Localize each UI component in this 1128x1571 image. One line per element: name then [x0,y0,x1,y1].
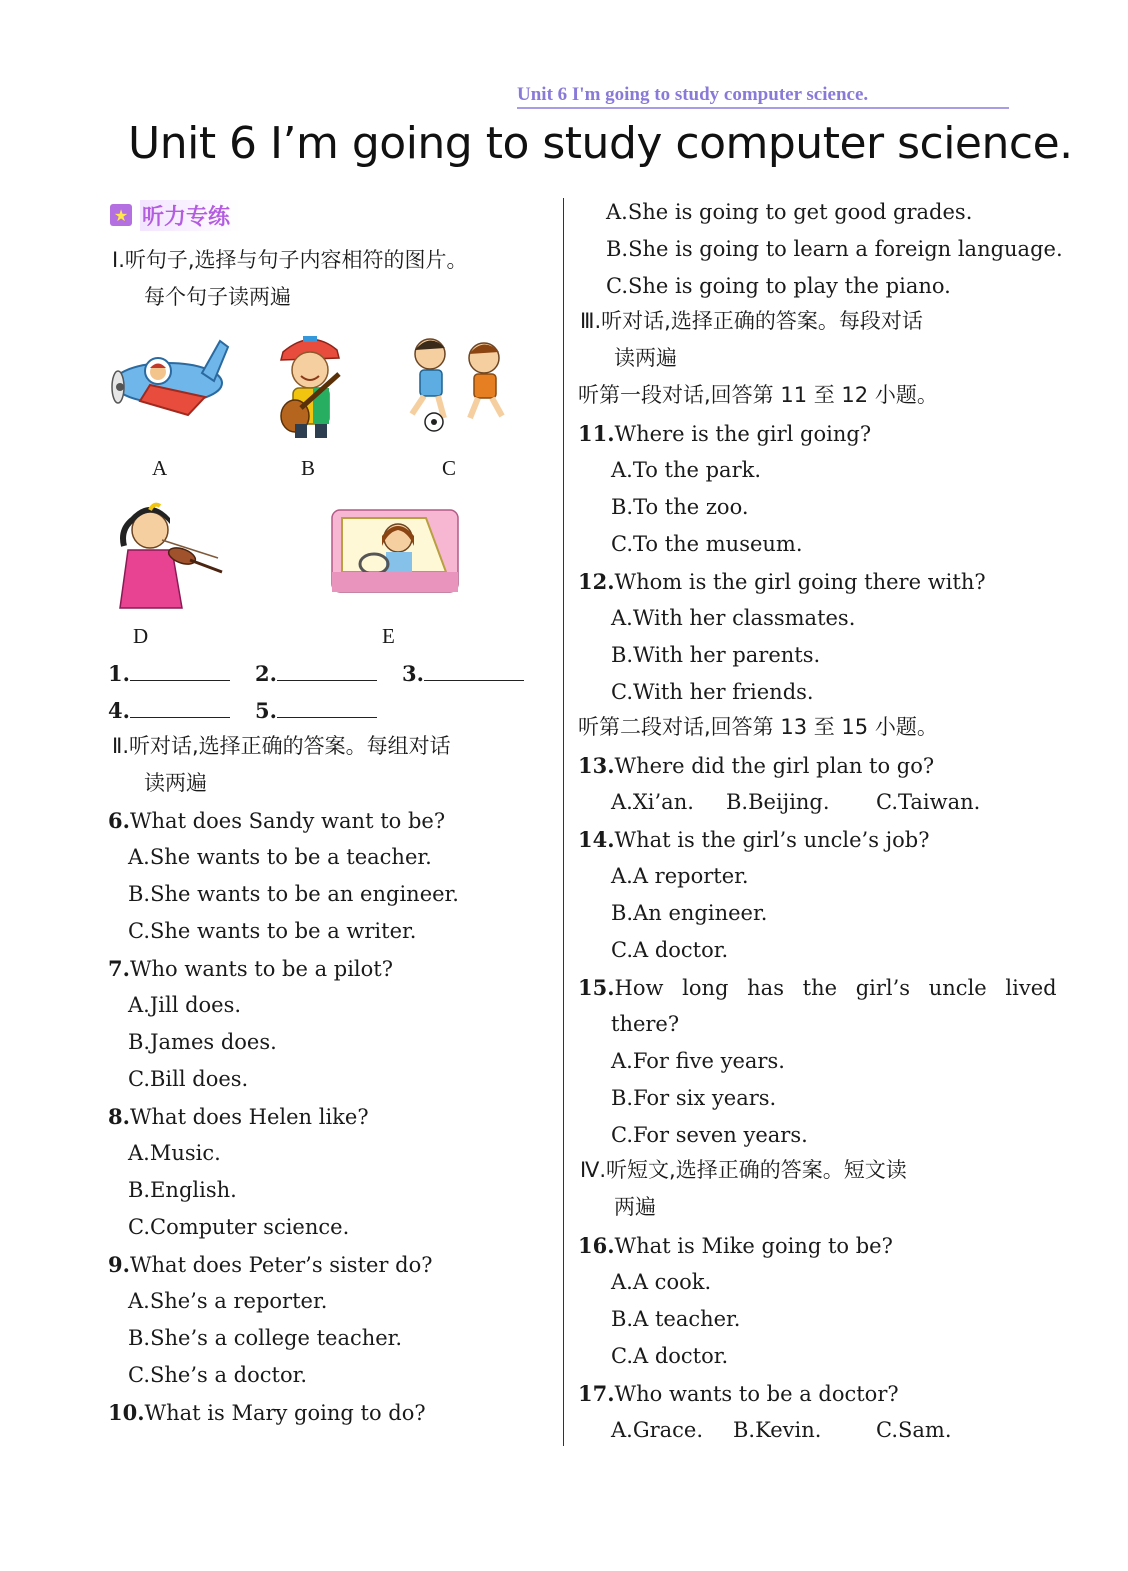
question-10 [108,1402,426,1424]
question-text: Whom is the girl going there with? [614,570,986,594]
blank-line [130,662,230,681]
option[interactable]: A.Grace. [611,1418,704,1442]
girl-violin-picture [110,500,225,612]
section-3-title: Ⅲ.听对话,选择正确的答案。每段对话 [580,309,923,333]
question-9 [108,1254,433,1276]
option[interactable]: A.To the park. [611,458,762,482]
option[interactable]: B.Beijing. [726,790,830,814]
page-title: Unit 6 I’m going to study computer science. [128,118,1073,169]
woman-driving-picture [330,502,460,600]
question-number: 6. [108,808,130,833]
option[interactable]: A.Xi’an. [611,790,694,814]
question-text: What is the girl’s uncle’s job? [614,828,930,852]
section-4-title: Ⅳ.听短文,选择正确的答案。短文读 [580,1158,907,1182]
option[interactable]: A.A cook. [611,1270,712,1294]
question-16 [578,1235,893,1257]
option[interactable]: C.A doctor. [611,938,729,962]
blank-number: 2. [255,661,277,686]
picture-label-b: B [301,456,316,480]
option[interactable]: B.English. [128,1178,237,1202]
option[interactable]: B.She’s a college teacher. [128,1326,403,1350]
question-text: What does Helen like? [129,1105,369,1129]
question-number: 14. [578,827,615,852]
option[interactable]: A.A reporter. [611,864,749,888]
option[interactable]: C.She wants to be a writer. [128,919,417,943]
answer-blank-4[interactable] [108,699,230,722]
blank-number: 5. [255,698,277,723]
answer-blank-5[interactable] [255,699,377,722]
column-divider [563,198,564,1446]
section-3-title-cont: 读两遍 [614,346,677,370]
blank-line [277,662,377,681]
boy-guitar-picture [273,332,351,442]
question-text: How long has the girl’s uncle lived [614,976,1057,1000]
section-badge [110,200,240,230]
option[interactable]: A.She’s a reporter. [128,1289,328,1313]
option[interactable]: B.She wants to be an engineer. [128,882,459,906]
dialog-2-intro: 听第二段对话,回答第 13 至 15 小题。 [578,715,938,739]
option[interactable]: C.Sam. [876,1418,952,1442]
picture-label-e: E [382,624,395,648]
question-text: Who wants to be a pilot? [129,957,393,981]
question-number: 9. [108,1252,130,1277]
option[interactable]: B.With her parents. [611,643,821,667]
option[interactable]: A.With her classmates. [611,606,856,630]
option[interactable]: A.Music. [128,1141,221,1165]
question-number: 16. [578,1233,615,1258]
question-number: 12. [578,569,615,594]
question-number: 7. [108,956,130,981]
option[interactable]: B.A teacher. [611,1307,741,1331]
option[interactable]: C.Taiwan. [876,790,981,814]
question-number: 8. [108,1104,130,1129]
star-icon: ★ [110,204,132,226]
section-badge-label: 听力专练 [140,200,240,231]
question-text: What is Mike going to be? [614,1234,893,1258]
answer-blank-3[interactable] [402,662,524,685]
question-17 [578,1383,899,1405]
option[interactable]: A.She is going to get good grades. [606,200,973,224]
question-8 [108,1106,369,1128]
answer-blank-1[interactable] [108,662,230,685]
question-number: 17. [578,1381,615,1406]
option[interactable]: C.Computer science. [128,1215,350,1239]
option[interactable]: C.For seven years. [611,1123,808,1147]
option[interactable]: A.She wants to be a teacher. [128,845,432,869]
boys-soccer-picture [390,330,520,435]
picture-label-a: A [152,456,168,480]
question-12 [578,571,986,593]
question-text: What does Sandy want to be? [129,809,446,833]
blank-line [424,662,524,681]
option[interactable]: B.To the zoo. [611,495,749,519]
blank-number: 1. [108,661,130,686]
dialog-1-intro: 听第一段对话,回答第 11 至 12 小题。 [578,383,938,407]
option[interactable]: C.With her friends. [611,680,814,704]
picture-label-d: D [133,624,149,648]
picture-label-c: C [442,456,457,480]
section-2-title: Ⅱ.听对话,选择正确的答案。每组对话 [112,734,451,758]
question-13 [578,755,934,777]
running-head: Unit 6 I'm going to study computer science. [517,84,1009,109]
option[interactable]: C.A doctor. [611,1344,729,1368]
airplane-pilot-picture [110,335,232,420]
section-4-title-cont: 两遍 [614,1195,656,1219]
section-2-title-cont: 读两遍 [144,771,207,795]
option[interactable]: C.Bill does. [128,1067,249,1091]
question-text: Who wants to be a doctor? [614,1382,899,1406]
option[interactable]: B.Kevin. [733,1418,822,1442]
question-7 [108,958,393,980]
option[interactable]: C.To the museum. [611,532,803,556]
option[interactable]: B.She is going to learn a foreign language. [606,237,1063,261]
blank-line [130,699,230,718]
option[interactable]: C.She’s a doctor. [128,1363,307,1387]
section-1-title: Ⅰ.听句子,选择与句子内容相符的图片。 [112,248,468,272]
question-text: Where is the girl going? [614,422,872,446]
option[interactable]: A.Jill does. [128,993,242,1017]
question-11 [578,423,871,445]
question-text: Where did the girl plan to go? [614,754,935,778]
blank-number: 3. [402,661,424,686]
question-number: 10. [108,1400,145,1425]
question-14 [578,829,930,851]
option[interactable]: B.An engineer. [611,901,768,925]
blank-line [277,699,377,718]
option[interactable]: C.She is going to play the piano. [606,274,951,298]
question-number: 15. [578,975,615,1000]
question-15 [578,977,1057,999]
question-6 [108,810,445,832]
question-text: What is Mary going to do? [144,1401,426,1425]
option[interactable]: B.James does. [128,1030,277,1054]
section-1-title-cont: 每个句子读两遍 [144,285,291,309]
option[interactable]: A.For five years. [611,1049,785,1073]
question-number: 13. [578,753,615,778]
answer-blank-2[interactable] [255,662,377,685]
question-text: What does Peter’s sister do? [129,1253,433,1277]
question-15-cont: there? [611,1012,680,1036]
option[interactable]: B.For six years. [611,1086,777,1110]
question-number: 11. [578,421,615,446]
blank-number: 4. [108,698,130,723]
